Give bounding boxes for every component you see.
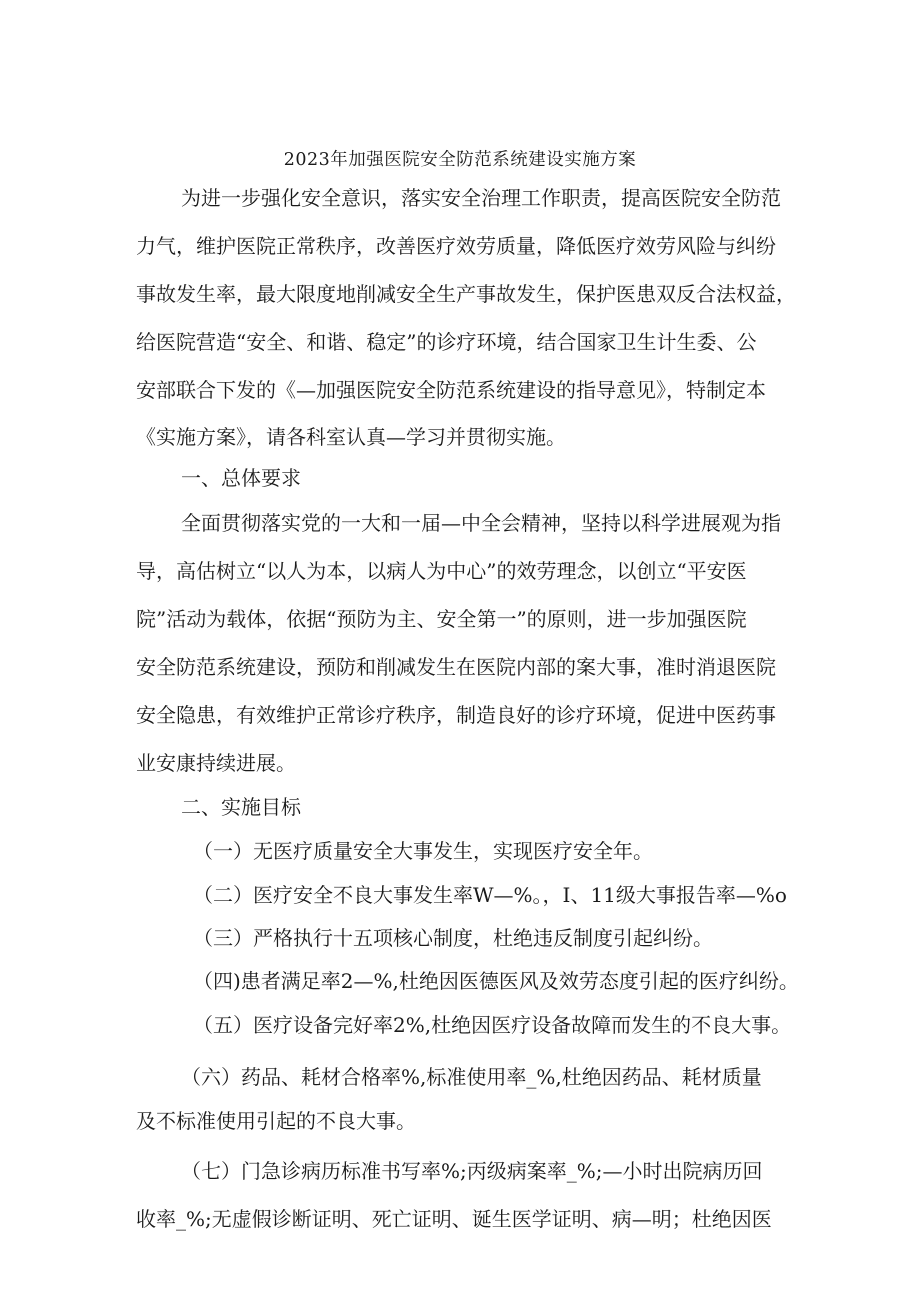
goal-item: （一）无医疗质量安全大事发生，实现医疗安全年。 <box>193 839 653 863</box>
goal-item: （七）门急诊病历标准书写率%;丙级病案率_%;—小时出院病历回 <box>181 1159 763 1183</box>
goal-item: （三）严格执行十五项核心制度，杜绝违反制度引起纠纷。 <box>193 926 713 950</box>
intro-line: 安部联合下发的《—加强医院安全防范系统建设的指导意见》，特制定本 <box>136 378 766 402</box>
goal-item: （五）医疗设备完好率2%,杜绝因医疗设备故障而发生的不良大事。 <box>193 1013 792 1037</box>
section-heading: 一、总体要求 <box>181 466 301 490</box>
goal-item: 及不标准使用引起的不良大事。 <box>136 1109 416 1133</box>
goal-item: （六）药品、耗材合格率%,标准使用率_%,杜绝因药品、耗材质量 <box>181 1065 762 1089</box>
section-line: 安全隐患，有效维护正常诊疗秩序，制造良好的诊疗环境，促进中医药事 <box>136 703 776 727</box>
section-line: 导，高估树立“以人为本，以病人为中心”的效劳理念，以创立“平安医 <box>136 559 747 583</box>
goal-item: （四)患者满足率2—%,杜绝因医德医风及效劳态度引起的医疗纠纷。 <box>193 969 799 993</box>
intro-line: 《实施方案》，请各科室认真—学习并贯彻实施。 <box>136 425 566 449</box>
intro-line: 给医院营造“安全、和谐、稳定”的诊疗环境，结合国家卫生计生委、公 <box>136 330 757 354</box>
intro-line: 为进一步强化安全意识，落实安全治理工作职责，提高医院安全防范 <box>181 186 781 210</box>
section-line: 业安康持续进展。 <box>136 751 296 775</box>
document-title: 2023年加强医院安全防范系统建设实施方案 <box>283 150 637 170</box>
section-heading: 二、实施目标 <box>181 795 301 819</box>
goal-item: （二）医疗安全不良大事发生率W—%。，I、11级大事报告率—%o <box>193 883 787 907</box>
section-line: 安全防范系统建设，预防和削减发生在医院内部的案大事，准时消退医院 <box>136 655 776 679</box>
section-line: 院”活动为载体，依据“预防为主、安全第一”的原则，进一步加强医院 <box>136 607 747 631</box>
goal-item: 收率_%;无虚假诊断证明、死亡证明、诞生医学证明、病—明；杜绝因医 <box>136 1207 772 1231</box>
intro-line: 力气，维护医院正常秩序，改善医疗效劳质量，降低医疗效劳风险与纠纷 <box>136 234 776 258</box>
intro-line: 事故发生率，最大限度地削减安全生产事故发生，保护医患双反合法权益， <box>136 282 796 306</box>
section-line: 全面贯彻落实党的一大和一届—中全会精神，坚持以科学进展观为指 <box>181 511 781 535</box>
